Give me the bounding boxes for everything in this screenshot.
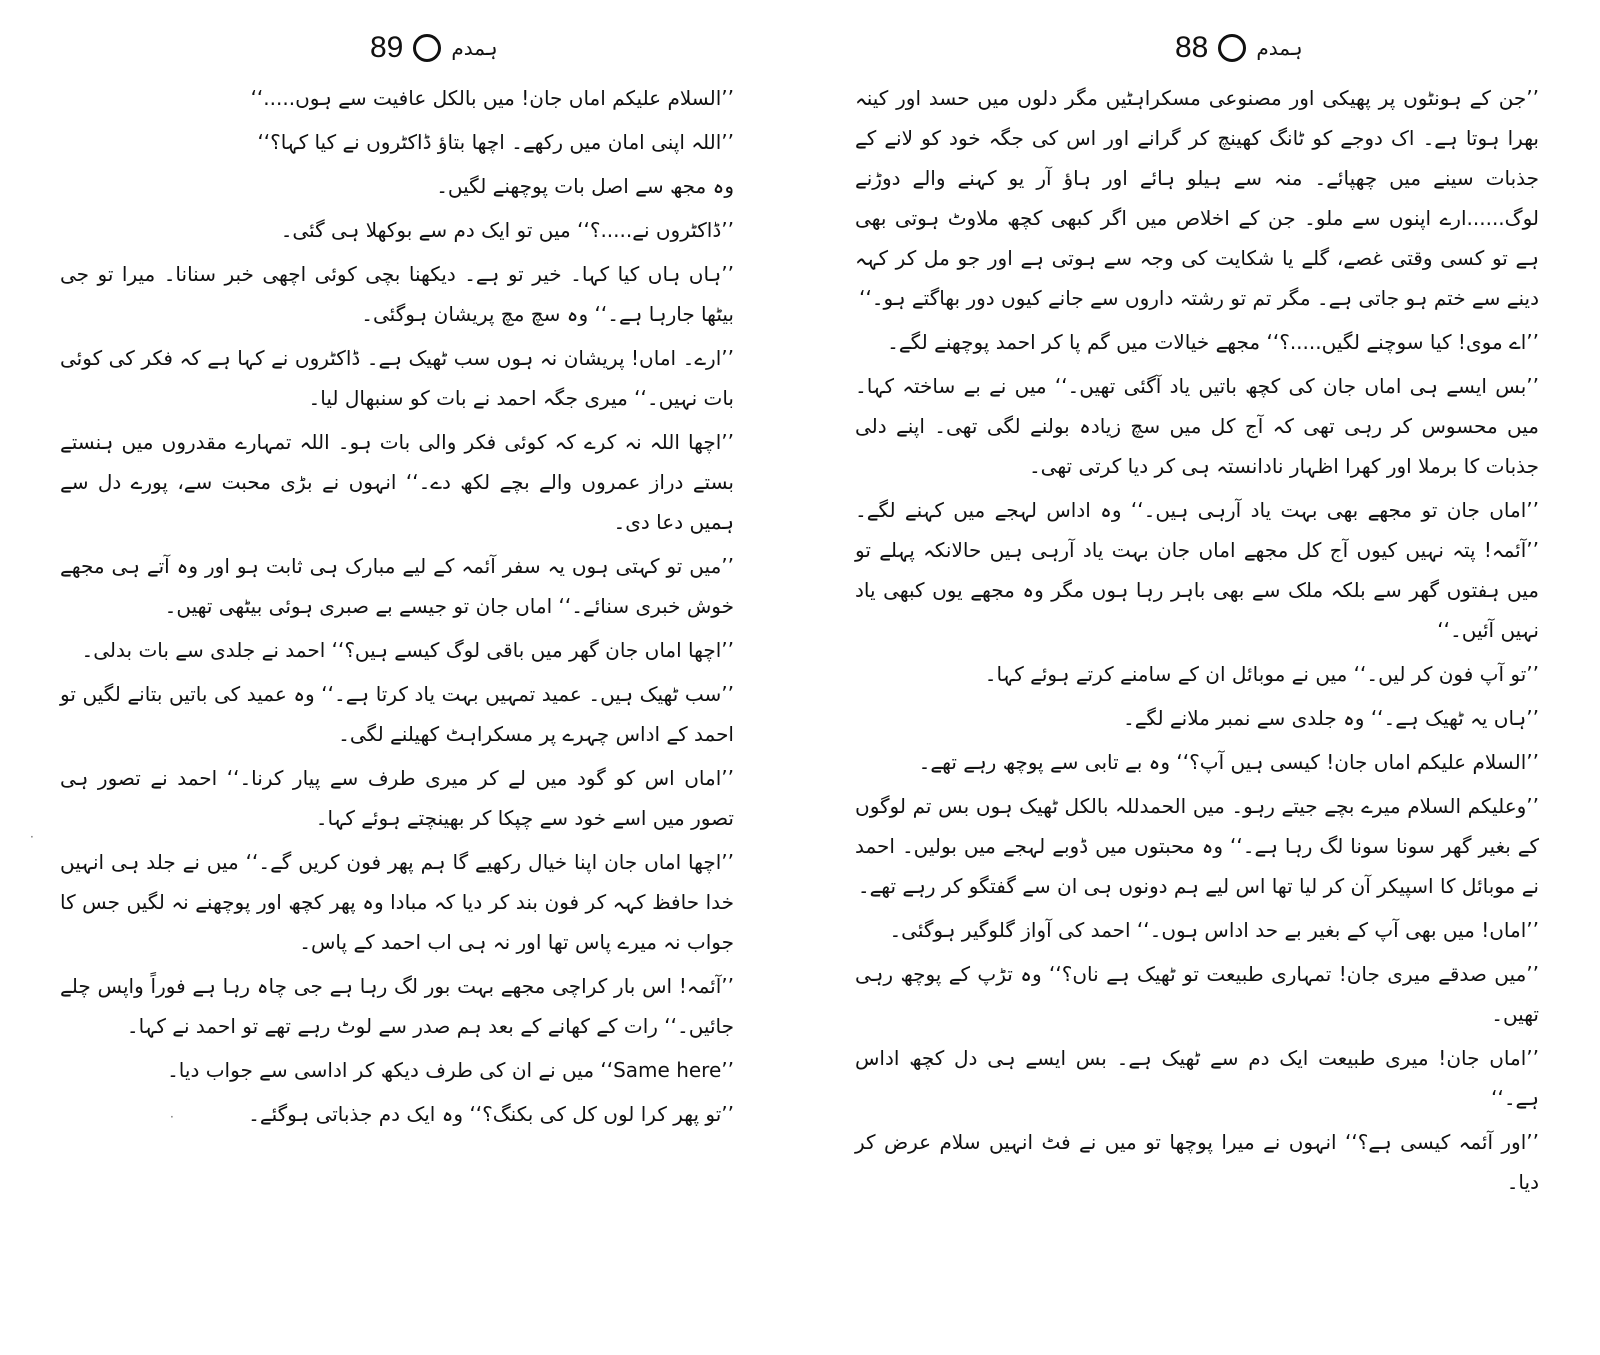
paragraph: ’’ہاں یہ ٹھیک ہے۔‘‘ وہ جلدی سے نمبر ملانے لگے۔	[1122, 706, 1539, 730]
page-header	[1175, 30, 1303, 66]
paragraph: ’’اچھا اللہ نہ کرے کہ کوئی فکر والی بات ہو۔ اللہ تمہارے مقدروں میں ہنستے بستے دراز عمروں والے بچے لکھ دے۔‘‘ انہوں نے بڑی محبت سے، پورے دل سے ہمیں دعا دی۔	[60, 430, 734, 534]
scan-speck: ·	[30, 830, 34, 844]
paragraph: ’’اماں! میں بھی آپ کے بغیر بے حد اداس ہوں۔‘‘ احمد کی آواز گلوگیر ہوگئی۔	[889, 918, 1539, 942]
paragraph: ’’وعلیکم السلام میرے بچے جیتے رہو۔ میں الحمدللہ بالکل ٹھیک ہوں بس تم لوگوں کے بغیر گھر سونا سونا لگ رہا ہے۔‘‘ وہ محبتوں میں ڈوبے لہجے میں بولیں۔ احمد نے موبائل کا اسپیکر آن کر لیا تھا اس لیے ہم دونوں ہی ان سے گفتگو کر رہے تھے۔	[855, 794, 1540, 898]
paragraph: ’’اچھا اماں جان اپنا خیال رکھیے گا ہم پھر فون کریں گے۔‘‘ میں نے جلد ہی انہیں خدا حافظ کہہ کر فون بند کر دیا کہ مبادا وہ پھر کچھ اور پوچھنے نہ لگیں جس کا جواب نہ میرے پاس تھا اور نہ ہی اب احمد کے پاس۔	[60, 850, 734, 954]
paragraph: ’’السلام علیکم اماں جان! کیسی ہیں آپ؟‘‘ وہ بے تابی سے پوچھ رہے تھے۔	[918, 750, 1539, 774]
page-number: 88	[1175, 31, 1209, 64]
page-number: 89	[370, 31, 404, 64]
paragraph: ’’میں تو کہتی ہوں یہ سفر آئمہ کے لیے مبارک ہی ثابت ہو اور وہ آتے ہی مجھے خوش خبری سنائے۔‘‘ اماں جان تو جیسے بے صبری ہوئی بیٹھی تھیں۔	[60, 554, 734, 618]
page-header	[370, 30, 498, 66]
scan-speck: ·	[170, 1110, 174, 1124]
paragraph: ’’میں صدقے میری جان! تمہاری طبیعت تو ٹھیک ہے ناں؟‘‘ وہ تڑپ کے پوچھ رہی تھیں۔	[855, 962, 1539, 1026]
circle-ornament-icon	[413, 34, 441, 62]
paragraph: ’’Same here‘‘ میں نے ان کی طرف دیکھ کر اداسی سے جواب دیا۔	[167, 1058, 734, 1082]
paragraph: ’’جن کے ہونٹوں پر پھیکی اور مصنوعی مسکراہٹیں مگر دلوں میں حسد اور کینہ بھرا ہوتا ہے۔ اک دوجے کو ٹانگ کھینچ کر گرانے اور اس کی جگہ خود کو لانے کے جذبات سینے میں چھپائے۔ منہ سے ہیلو ہائے اور ہاؤ آر یو کہنے والے دوڑنے لوگ......ارے اپنوں سے ملو۔ جن کے اخلاص میں اگر کبھی کچھ ملاوٹ ہوتی بھی ہے تو کسی وقتی غصے، گلے یا شکایت کی وجہ سے ہوتی ہے اور جو مل کر کہہ دینے سے ختم ہو جاتی ہے۔ مگر تم تو رشتہ داروں سے جانے کیوں دور بھاگتے ہو۔‘‘	[855, 86, 1539, 310]
paragraph: ’’ڈاکٹروں نے.....؟‘‘ میں تو ایک دم سے بوکھلا ہی گئی۔	[280, 218, 734, 242]
paragraph: ’’اے موی! کیا سوچنے لگیں.....؟‘‘ مجھے خیالات میں گم پا کر احمد پوچھنے لگے۔	[887, 330, 1539, 354]
paragraph: ’’اماں جان! میری طبیعت ایک دم سے ٹھیک ہے۔ بس ایسے ہی دل کچھ اداس ہے۔‘‘	[855, 1046, 1539, 1110]
page-body	[855, 78, 1565, 1206]
paragraph: ’’اماں اس کو گود میں لے کر میری طرف سے پیار کرنا۔‘‘ احمد نے تصور ہی تصور میں اسے خود سے چپکا کر بھینچتے ہوئے کہا۔	[60, 766, 734, 830]
paragraph: ’’تو پھر کرا لوں کل کی بکنگ؟‘‘ وہ ایک دم جذباتی ہوگئے۔	[248, 1102, 734, 1126]
paragraph: ’’اور آئمہ کیسی ہے؟‘‘ انہوں نے میرا پوچھا تو میں نے فٹ انہیں سلام عرض کر دیا۔	[855, 1130, 1539, 1194]
left-page	[60, 0, 760, 1355]
paragraph: ’’ہاں ہاں کیا کہا۔ خیر تو ہے۔ دیکھنا بچی کوئی اچھی خبر سنانا۔ میرا تو جی بیٹھا جارہا ہے۔‘‘ وہ سچ مچ پریشان ہوگئی۔	[60, 262, 734, 326]
paragraph: وہ مجھ سے اصل بات پوچھنے لگیں۔	[436, 174, 734, 198]
circle-ornament-icon	[1218, 34, 1246, 62]
paragraph: ’’تو آپ فون کر لیں۔‘‘ میں نے موبائل ان کے سامنے کرتے ہوئے کہا۔	[984, 662, 1539, 686]
paragraph: ’’اچھا اماں جان گھر میں باقی لوگ کیسے ہیں؟‘‘ احمد نے جلدی سے بات بدلی۔	[81, 638, 734, 662]
right-page	[855, 0, 1565, 1355]
paragraph: ’’اللہ اپنی امان میں رکھے۔ اچھا بتاؤ ڈاکٹروں نے کیا کہا؟‘‘	[257, 130, 734, 154]
magazine-name: ہمدم	[1256, 36, 1303, 60]
paragraph: ’’اماں جان تو مجھے بھی بہت یاد آرہی ہیں۔‘‘ وہ اداس لہجے میں کہنے لگے۔ ’’آئمہ! پتہ نہیں کیوں آج کل مجھے اماں جان بہت یاد آرہی ہیں حالانکہ پہلے تو میں ہفتوں گھر سے بلکہ ملک سے بھی باہر رہا ہوں مگر وہ مجھے یوں کبھی یاد نہیں آئیں۔‘‘	[855, 498, 1539, 642]
page-body	[60, 78, 760, 1138]
paragraph: ’’ارے۔ اماں! پریشان نہ ہوں سب ٹھیک ہے۔ ڈاکٹروں نے کہا ہے کہ فکر کی کوئی بات نہیں۔‘‘ میری جگہ احمد نے بات کو سنبھال لیا۔	[60, 346, 734, 410]
paragraph: ’’بس ایسے ہی اماں جان کی کچھ باتیں یاد آگئی تھیں۔‘‘ میں نے بے ساختہ کہا۔ میں محسوس کر رہی تھی کہ آج کل میں سچ زیادہ بولنے لگی تھی۔ اپنے دلی جذبات کا برملا اور کھرا اظہار نادانستہ ہی کر دیا کرتی تھی۔	[855, 374, 1539, 478]
paragraph: ’’السلام علیکم اماں جان! میں بالکل عافیت سے ہوں.....‘‘	[250, 86, 734, 110]
magazine-name: ہمدم	[451, 36, 498, 60]
paragraph: ’’سب ٹھیک ہیں۔ عمید تمہیں بہت یاد کرتا ہے۔‘‘ وہ عمید کی باتیں بتانے لگیں تو احمد کے اداس چہرے پر مسکراہٹ کھیلنے لگی۔	[60, 682, 734, 746]
paragraph: ’’آئمہ! اس بار کراچی مجھے بہت بور لگ رہا ہے جی چاہ رہا ہے فوراً واپس چلے جائیں۔‘‘ رات کے کھانے کے بعد ہم صدر سے لوٹ رہے تھے تو احمد نے کہا۔	[60, 974, 734, 1038]
